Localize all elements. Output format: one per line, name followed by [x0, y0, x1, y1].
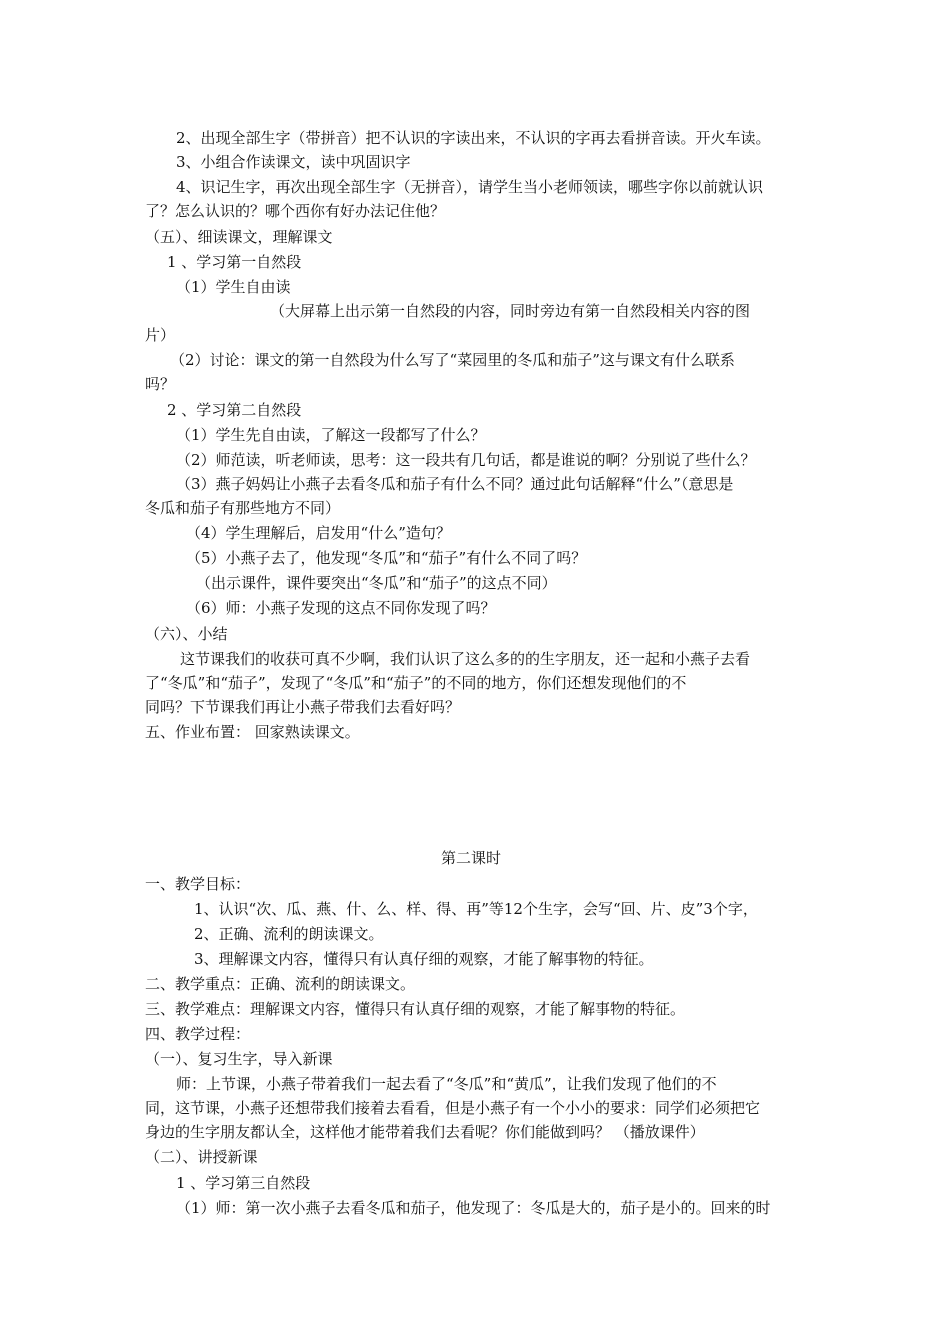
text-line: （3）燕子妈妈让小燕子去看冬瓜和茄子有什么不同？通过此句话解释“什么”（意思是 [176, 475, 734, 493]
lesson-title: 第二课时 [441, 849, 502, 867]
section-heading: （五）、细读课文，理解课文 [145, 228, 333, 246]
text-line: 4、识记生字，再次出现全部生字（无拼音），请学生当小老师领读，哪些字你以前就认识 [176, 178, 764, 196]
text-line: （2）讨论：课文的第一自然段为什么写了“菜园里的冬瓜和茄子”这与课文有什么联系 [170, 351, 735, 369]
section-heading: （二）、讲授新课 [145, 1148, 258, 1166]
section-heading: 五、作业布置： 回家熟读课文。 [145, 723, 360, 741]
text-line: 2、正确、流利的朗读课文。 [194, 925, 384, 943]
section-heading: （六）、小结 [145, 625, 228, 643]
text-line: （4）学生理解后，启发用“什么”造句？ [186, 524, 451, 542]
section-heading: 二、教学重点：正确、流利的朗读课文。 [145, 975, 416, 993]
text-line: 了？怎么认识的？哪个西你有好办法记住他？ [145, 202, 446, 220]
text-line: 3、小组合作读课文，读中巩固识字 [176, 153, 411, 171]
text-line: （5）小燕子去了，他发现“冬瓜”和“茄子”有什么不同了吗？ [186, 549, 587, 567]
section-heading: （一）、复习生字，导入新课 [145, 1050, 333, 1068]
subsection-heading: 1 、学习第三自然段 [176, 1174, 311, 1192]
text-line: 片） [145, 326, 176, 344]
text-line: （1）学生自由读 [176, 278, 291, 296]
text-line: 1、认识“次、瓜、燕、什、么、样、得、再”等12个生字，会写“回、片、皮”3个字， [194, 900, 758, 918]
text-line: 身边的生字朋友都认全，这样他才能带着我们去看呢？你们能做到吗？ （播放课件） [145, 1123, 705, 1141]
text-line: （大屏幕上出示第一自然段的内容，同时旁边有第一自然段相关内容的图 [270, 302, 751, 320]
section-heading: 一、教学目标： [145, 875, 251, 893]
text-line: （出示课件，课件要突出“冬瓜”和“茄子”的这点不同） [196, 574, 557, 592]
text-line: 3、理解课文内容，懂得只有认真仔细的观察，才能了解事物的特征。 [194, 950, 654, 968]
text-line: 吗？ [145, 375, 176, 393]
text-line: 冬瓜和茄子有那些地方不同） [145, 499, 341, 517]
text-line: 2、出现全部生字（带拼音）把不认识的字读出来，不认识的字再去看拼音读。开火车读。 [176, 129, 771, 147]
text-line: 师：上节课，小燕子带着我们一起去看了“冬瓜”和“黄瓜”，让我们发现了他们的不 [176, 1075, 717, 1093]
text-line: （6）师：小燕子发现的这点不同你发现了吗？ [186, 599, 496, 617]
text-line: 了“冬瓜”和“茄子”，发现了“冬瓜”和“茄子”的不同的地方，你们还想发现他们的不 [145, 674, 687, 692]
text-line: （1）学生先自由读，了解这一段都写了什么？ [176, 426, 486, 444]
text-line: （2）师范读，听老师读，思考：这一段共有几句话，都是谁说的啊？分别说了些什么？ [176, 451, 756, 469]
subsection-heading: 1 、学习第一自然段 [167, 253, 302, 271]
subsection-heading: 2 、学习第二自然段 [167, 401, 302, 419]
section-heading: 四、教学过程： [145, 1025, 251, 1043]
section-heading: 三、教学难点：理解课文内容，懂得只有认真仔细的观察，才能了解事物的特征。 [145, 1000, 686, 1018]
text-line: 这节课我们的收获可真不少啊，我们认识了这么多的的生字朋友，还一起和小燕子去看 [180, 650, 751, 668]
text-line: 同，这节课，小燕子还想带我们接着去看看，但是小燕子有一个小小的要求：同学们必须把它 [145, 1099, 761, 1117]
text-line: 同吗？下节课我们再让小燕子带我们去看好吗？ [145, 698, 461, 716]
text-line: （1）师：第一次小燕子去看冬瓜和茄子，他发现了：冬瓜是大的，茄子是小的。回来的时 [176, 1199, 771, 1217]
